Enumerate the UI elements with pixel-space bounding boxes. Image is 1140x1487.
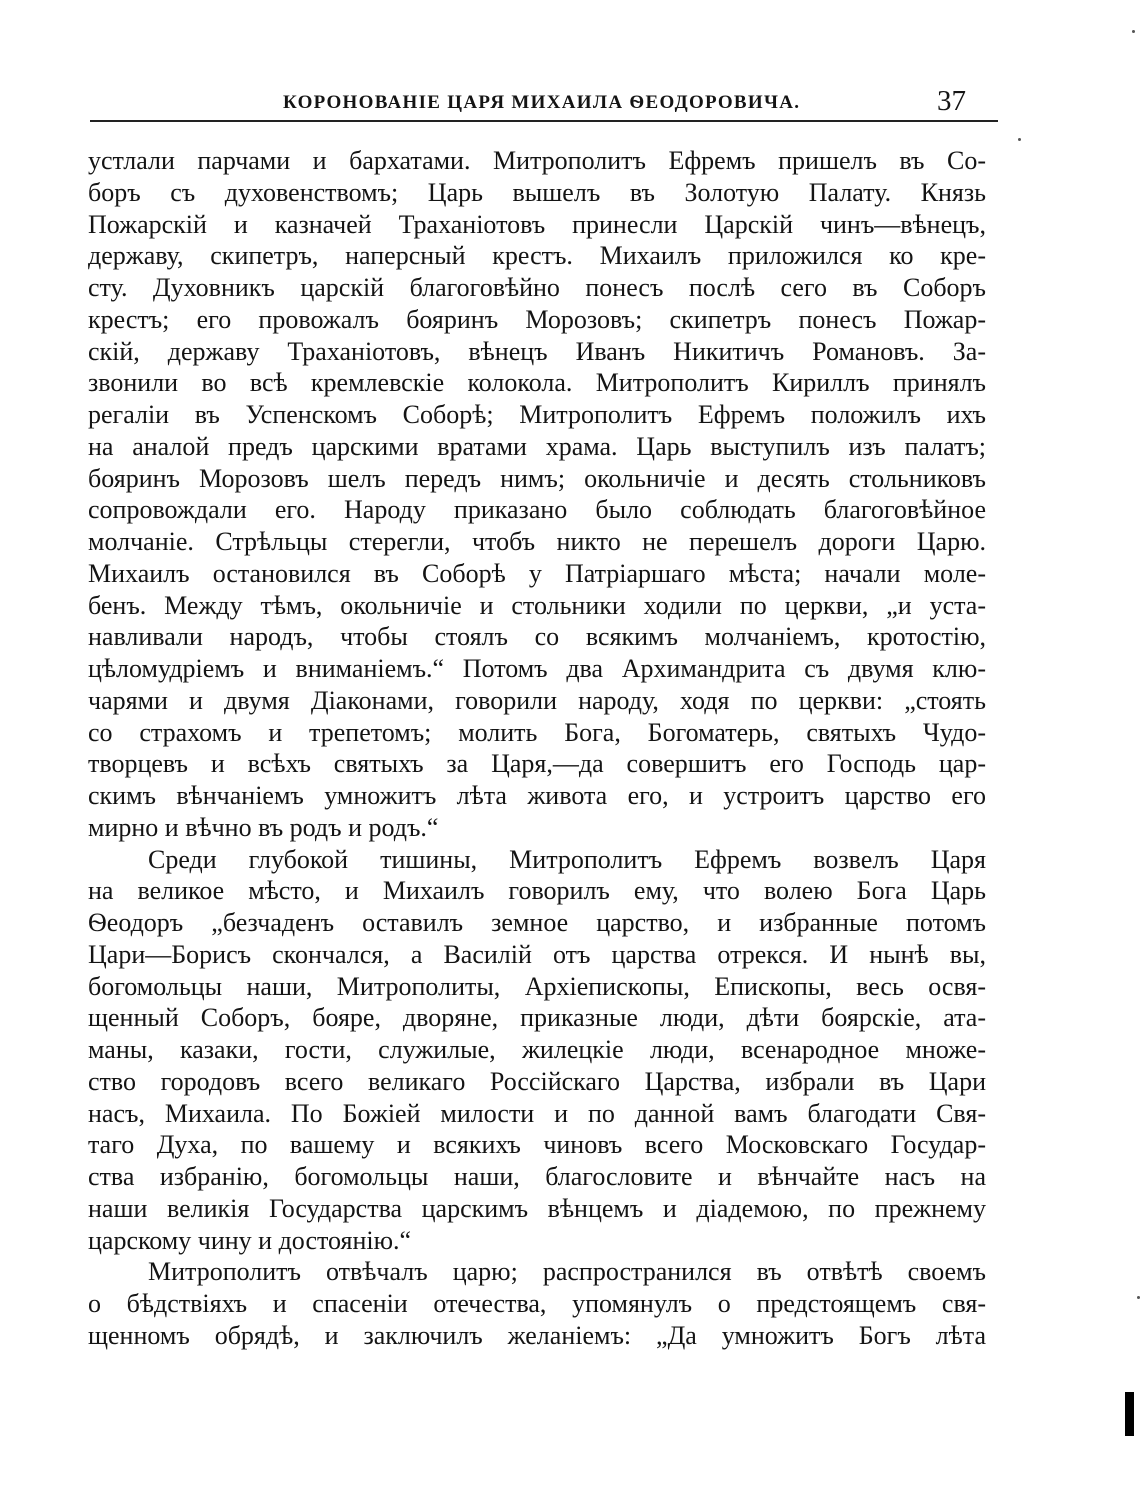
text-line: скій, державу Траханіотовъ, вѣнецъ Иванъ Никитичъ Романовъ. За- bbox=[88, 336, 986, 366]
page-number: 37 bbox=[937, 85, 966, 117]
text-line: на аналой предъ царскими вратами храма. Царь выступилъ изъ палатъ; bbox=[88, 431, 986, 461]
text-line: Цари—Борисъ скончался, а Василій отъ царства отрекся. И нынѣ вы, bbox=[88, 939, 986, 969]
text-line: звонили во всѣ кремлевскіе колокола. Митрополитъ Кириллъ принялъ bbox=[88, 368, 986, 398]
text-line: щенномъ обрядѣ, и заключилъ желаніемъ: „Да умножитъ Богъ лѣта bbox=[88, 1320, 986, 1350]
text-line: Пожарскій и казначей Траханіотовъ принесли Царскій чинъ—вѣнецъ, bbox=[88, 209, 986, 239]
header-rule bbox=[90, 120, 998, 122]
text-line: державу, скипетръ, наперсный крестъ. Михаилъ приложился ко кре- bbox=[88, 241, 986, 271]
running-title: КОРОНОВАНІЕ ЦАРЯ МИХАИЛА ѲЕОДОРОВИЧА. bbox=[283, 92, 801, 113]
text-line: таго Духа, по вашему и всякихъ чиновъ всего Московскаго Государ- bbox=[88, 1130, 986, 1160]
paragraph-start-line: Среди глубокой тишины, Митрополитъ Ефремъ возвелъ Царя bbox=[148, 844, 986, 874]
text-line: насъ, Михаила. По Божіей милости и по данной вамъ благодати Свя- bbox=[88, 1098, 986, 1128]
text-line: навливали народъ, чтобы стоялъ со всякимъ молчаніемъ, кротостію, bbox=[88, 622, 986, 652]
paragraph-start-line: Митрополитъ отвѣчалъ царю; распространился въ отвѣтѣ своемъ bbox=[148, 1257, 986, 1287]
text-line: со страхомъ и трепетомъ; молить Бога, Богоматерь, святыхъ Чудо- bbox=[88, 717, 986, 747]
text-line: творцевъ и всѣхъ святыхъ за Царя,—да совершитъ его Господь цар- bbox=[88, 749, 986, 779]
text-line: ство городовъ всего великаго Россійскаго Царства, избрали въ Цари bbox=[88, 1066, 986, 1096]
page-header bbox=[90, 86, 998, 122]
text-line: о бѣдствіяхъ и спасеніи отечества, упомянулъ о предстоящемъ свя- bbox=[88, 1289, 986, 1318]
text-line: Ѳеодоръ „безчаденъ оставилъ земное царство, и избранные потомъ bbox=[88, 908, 986, 937]
scan-speck bbox=[1018, 138, 1021, 141]
text-line: наши великія Государства царскимъ вѣнцемъ и діадемою, по прежнему bbox=[88, 1193, 986, 1223]
text-line: крестъ; его провожалъ бояринъ Морозовъ; скипетръ понесъ Пожар- bbox=[88, 304, 986, 334]
text-line: ства избранію, богомольцы наши, благословите и вѣнчайте насъ на bbox=[88, 1162, 986, 1191]
text-line: бенъ. Между тѣмъ, окольничіе и стольники ходили по церкви, „и уста- bbox=[88, 590, 986, 620]
text-line: богомольцы наши, Митрополиты, Архіепископы, Епископы, весь освя- bbox=[88, 971, 986, 1001]
text-body bbox=[88, 145, 986, 1352]
text-line: бояринъ Морозовъ шелъ передъ нимъ; окольничіе и десять стольниковъ bbox=[88, 463, 986, 493]
text-line: молчаніе. Стрѣльцы стерегли, чтобъ никто не перешелъ дороги Царю. bbox=[88, 527, 986, 556]
text-line: скимъ вѣнчаніемъ умножитъ лѣта живота его, и устроитъ царство его bbox=[88, 781, 986, 810]
text-line: чарями и двумя Діаконами, говорили народу, ходя по церкви: „стоять bbox=[88, 685, 986, 715]
scan-edge-mark bbox=[1125, 1392, 1134, 1436]
paragraph-end-line: царскому чину и достоянію.“ bbox=[88, 1225, 412, 1255]
scan-speck bbox=[1132, 30, 1135, 33]
text-line: сопровождали его. Народу приказано было соблюдать благоговѣйное bbox=[88, 495, 986, 525]
text-line: на великое мѣсто, и Михаилъ говорилъ ему, что волею Бога Царь bbox=[88, 876, 986, 906]
text-line: цѣломудріемъ и вниманіемъ.“ Потомъ два Архимандрита съ двумя клю- bbox=[88, 654, 986, 683]
text-line: регаліи въ Успенскомъ Соборѣ; Митрополитъ Ефремъ положилъ ихъ bbox=[88, 400, 986, 429]
text-line: устлали парчами и бархатами. Митрополитъ Ефремъ пришелъ въ Со- bbox=[88, 146, 986, 175]
text-line: сту. Духовникъ царскій благоговѣйно понесъ послѣ сего въ Соборъ bbox=[88, 273, 986, 302]
paragraph-end-line: мирно и вѣчно въ родъ и родъ.“ bbox=[88, 812, 439, 842]
text-line: Михаилъ остановился въ Соборѣ у Патріаршаго мѣста; начали моле- bbox=[88, 558, 986, 588]
text-line: маны, казаки, гости, служилые, жилецкіе люди, всенародное множе- bbox=[88, 1035, 986, 1064]
text-line: боръ съ духовенствомъ; Царь вышелъ въ Золотую Палату. Князь bbox=[88, 177, 986, 207]
text-line: щенный Соборъ, бояре, дворяне, приказные люди, дѣти боярскіе, ата- bbox=[88, 1003, 986, 1033]
